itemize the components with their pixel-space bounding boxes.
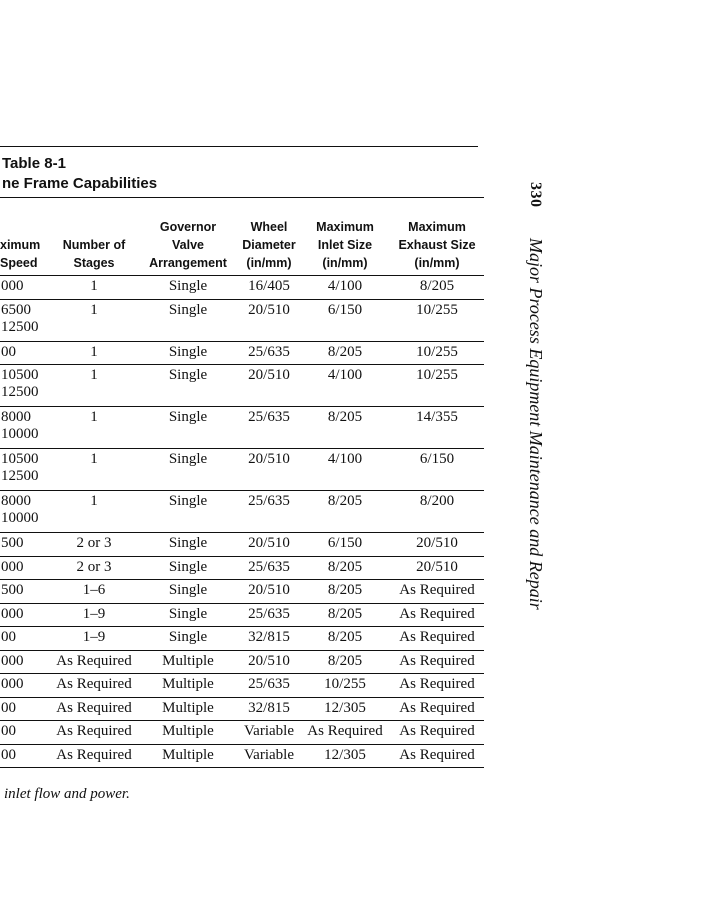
header-line: Arrangement <box>149 256 227 270</box>
cell-speed <box>1 367 39 401</box>
cell-speed <box>1 723 16 740</box>
cell-inlet: As Required <box>307 723 383 739</box>
speed-line: 000 <box>1 558 24 575</box>
table-row <box>0 745 484 769</box>
cell-stages: 1 <box>90 409 98 425</box>
cell-governor: Single <box>168 629 208 645</box>
cell-wheel: 20/510 <box>248 451 290 467</box>
cell-exhaust: As Required <box>399 605 475 622</box>
cell-speed <box>1 493 39 527</box>
cell-governor: Single <box>168 409 208 425</box>
cell-speed <box>1 344 16 361</box>
table-row <box>0 651 484 675</box>
header-line: Governor <box>159 220 217 234</box>
table-caption-title: ne Frame Capabilities <box>2 175 158 192</box>
cell-governor: Single <box>168 343 208 360</box>
speed-line: 10500 <box>1 367 39 383</box>
cell-inlet: 8/205 <box>327 582 363 598</box>
cell-stages: 1 <box>90 278 98 294</box>
speed-line: 00 <box>1 723 16 739</box>
header-line: (in/mm) <box>322 256 368 270</box>
header-line: Valve <box>172 238 204 252</box>
cell-exhaust: As Required <box>399 746 475 763</box>
header-inlet <box>302 218 388 272</box>
cell-stages: 1 <box>90 493 98 509</box>
speed-line: 00 <box>1 746 16 763</box>
cell-stages: 1 <box>90 301 98 318</box>
top-rule <box>0 146 478 147</box>
cell-exhaust: 20/510 <box>416 535 458 551</box>
speed-line: 000 <box>1 278 24 294</box>
cell-speed <box>1 700 16 717</box>
header-line: Speed <box>0 256 38 270</box>
cell-exhaust: As Required <box>399 699 475 716</box>
speed-line: 000 <box>1 652 24 669</box>
running-head: Major Process Equipment Maintenance and Repair <box>526 238 546 610</box>
cell-exhaust: 14/355 <box>416 409 458 425</box>
cell-exhaust: As Required <box>399 652 475 669</box>
cell-exhaust: 8/200 <box>419 493 455 509</box>
table-caption-number: Table 8-1 <box>2 155 66 172</box>
cell-stages: As Required <box>56 699 132 716</box>
cell-speed <box>1 409 39 443</box>
table-row <box>0 604 484 628</box>
table-row <box>0 721 484 745</box>
cell-exhaust: As Required <box>399 629 475 645</box>
cell-inlet: 12/305 <box>324 746 366 763</box>
cell-wheel: 20/510 <box>248 652 290 669</box>
cell-inlet: 8/205 <box>327 605 363 622</box>
cell-inlet: 4/100 <box>327 367 363 383</box>
speed-line: 00 <box>1 699 16 716</box>
speed-line: 500 <box>1 535 24 551</box>
speed-line: 000 <box>1 676 24 692</box>
cell-speed <box>1 278 24 295</box>
cell-speed <box>1 451 39 485</box>
table-row <box>0 557 484 581</box>
speed-line: 00 <box>1 343 16 360</box>
table-row <box>0 533 484 557</box>
cell-speed <box>1 629 16 646</box>
table-row <box>0 491 484 533</box>
cell-wheel: 16/405 <box>248 278 290 294</box>
cell-inlet: 6/150 <box>327 301 363 318</box>
cell-inlet: 8/205 <box>327 629 363 645</box>
cell-inlet: 8/205 <box>327 343 363 360</box>
cell-wheel: 20/510 <box>248 367 290 383</box>
table-row <box>0 342 484 366</box>
cell-stages: 1–9 <box>82 629 106 645</box>
cell-exhaust: 10/255 <box>416 343 458 360</box>
cell-speed <box>1 535 24 552</box>
speed-line: 12500 <box>1 384 39 400</box>
speed-line: 6500 <box>1 301 31 318</box>
cell-governor: Multiple <box>162 652 214 669</box>
cell-inlet: 8/205 <box>327 652 363 669</box>
cell-stages: 1 <box>90 367 98 383</box>
cell-exhaust: As Required <box>399 676 475 692</box>
cell-governor: Single <box>168 605 208 622</box>
cell-exhaust: 8/205 <box>419 278 455 294</box>
cell-exhaust: 20/510 <box>416 558 458 575</box>
header-governor <box>144 218 232 272</box>
cell-governor: Single <box>168 535 208 551</box>
speed-line: 12500 <box>1 318 39 335</box>
header-line: Maximum <box>408 220 466 234</box>
speed-line: 500 <box>1 582 24 598</box>
header-line: (in/mm) <box>246 256 292 270</box>
cell-wheel: 25/635 <box>248 605 290 622</box>
cell-governor: Multiple <box>162 676 214 692</box>
cell-governor: Single <box>168 301 208 318</box>
table-row <box>0 449 484 491</box>
table-row <box>0 580 484 604</box>
cell-inlet: 8/205 <box>327 558 363 575</box>
cell-inlet: 4/100 <box>327 451 363 467</box>
header-exhaust <box>390 218 484 272</box>
header-line: Exhaust Size <box>398 238 476 252</box>
cell-inlet: 8/205 <box>327 409 363 425</box>
table-row <box>0 627 484 651</box>
speed-line: 8000 <box>1 493 31 509</box>
speed-line: 8000 <box>1 409 31 425</box>
cell-stages: 1–6 <box>82 582 106 598</box>
cell-speed <box>1 582 24 599</box>
cell-speed <box>1 676 24 693</box>
header-line: Stages <box>73 256 115 270</box>
cell-stages: As Required <box>56 676 132 692</box>
cell-stages: As Required <box>56 723 132 739</box>
header-stages <box>45 236 143 272</box>
cell-stages: 1 <box>90 343 98 360</box>
speed-line: 000 <box>1 605 24 622</box>
cell-wheel: 25/635 <box>248 676 290 692</box>
cell-governor: Single <box>168 278 208 294</box>
table-row <box>0 407 484 449</box>
cell-governor: Single <box>168 367 208 383</box>
cell-inlet: 6/150 <box>327 535 363 551</box>
cell-speed <box>1 606 24 623</box>
cell-wheel: 25/635 <box>248 493 290 509</box>
cell-stages: As Required <box>56 746 132 763</box>
cell-governor: Multiple <box>162 723 214 739</box>
header-line: Number of <box>62 238 126 252</box>
cell-inlet: 8/205 <box>327 493 363 509</box>
header-line: Inlet Size <box>317 238 373 252</box>
table-row <box>0 365 484 407</box>
cell-speed <box>1 653 24 670</box>
table-row <box>0 698 484 722</box>
cell-exhaust: 10/255 <box>416 367 458 383</box>
header-line: Wheel <box>250 220 288 234</box>
cell-exhaust: As Required <box>399 723 475 739</box>
cell-governor: Multiple <box>162 699 214 716</box>
speed-line: 10000 <box>1 510 39 526</box>
table-row <box>0 300 484 342</box>
cell-stages: 1–9 <box>82 605 106 622</box>
speed-line: 12500 <box>1 468 39 484</box>
cell-wheel: 25/635 <box>248 558 290 575</box>
speed-line: 00 <box>1 629 16 645</box>
cell-stages: As Required <box>56 652 132 669</box>
cell-speed <box>1 302 39 336</box>
header-line: ximum <box>0 238 41 252</box>
cell-stages: 2 or 3 <box>76 558 112 575</box>
table-row <box>0 276 484 300</box>
cell-wheel: 20/510 <box>248 535 290 551</box>
speed-line: 10000 <box>1 426 39 442</box>
cell-wheel: Variable <box>244 746 294 763</box>
cell-wheel: 20/510 <box>248 582 290 598</box>
cell-speed <box>1 559 24 576</box>
caption-rule <box>0 197 484 198</box>
header-speed <box>0 236 40 272</box>
cell-governor: Single <box>168 493 208 509</box>
cell-wheel: 32/815 <box>248 699 290 716</box>
cell-stages: 2 or 3 <box>76 535 112 551</box>
cell-wheel: 20/510 <box>248 301 290 318</box>
header-line: Maximum <box>316 220 374 234</box>
header-line: (in/mm) <box>414 256 460 270</box>
table-row <box>0 674 484 698</box>
cell-governor: Single <box>168 451 208 467</box>
cell-wheel: Variable <box>244 723 294 739</box>
header-line: Diameter <box>242 238 296 252</box>
cell-wheel: 25/635 <box>248 409 290 425</box>
cell-stages: 1 <box>90 451 98 467</box>
cell-exhaust: As Required <box>399 582 475 598</box>
speed-line: 10500 <box>1 451 39 467</box>
cell-governor: Multiple <box>162 746 214 763</box>
cell-inlet: 4/100 <box>327 278 363 294</box>
header-wheel <box>237 218 301 272</box>
cell-governor: Single <box>168 558 208 575</box>
cell-inlet: 12/305 <box>324 699 366 716</box>
cell-exhaust: 6/150 <box>419 451 455 467</box>
cell-speed <box>1 747 16 764</box>
table-footnote: inlet flow and power. <box>4 786 130 802</box>
cell-exhaust: 10/255 <box>416 301 458 318</box>
cell-wheel: 32/815 <box>248 629 290 645</box>
cell-inlet: 10/255 <box>324 676 366 692</box>
cell-governor: Single <box>168 582 208 598</box>
page-number: 330 <box>527 182 544 208</box>
cell-wheel: 25/635 <box>248 343 290 360</box>
